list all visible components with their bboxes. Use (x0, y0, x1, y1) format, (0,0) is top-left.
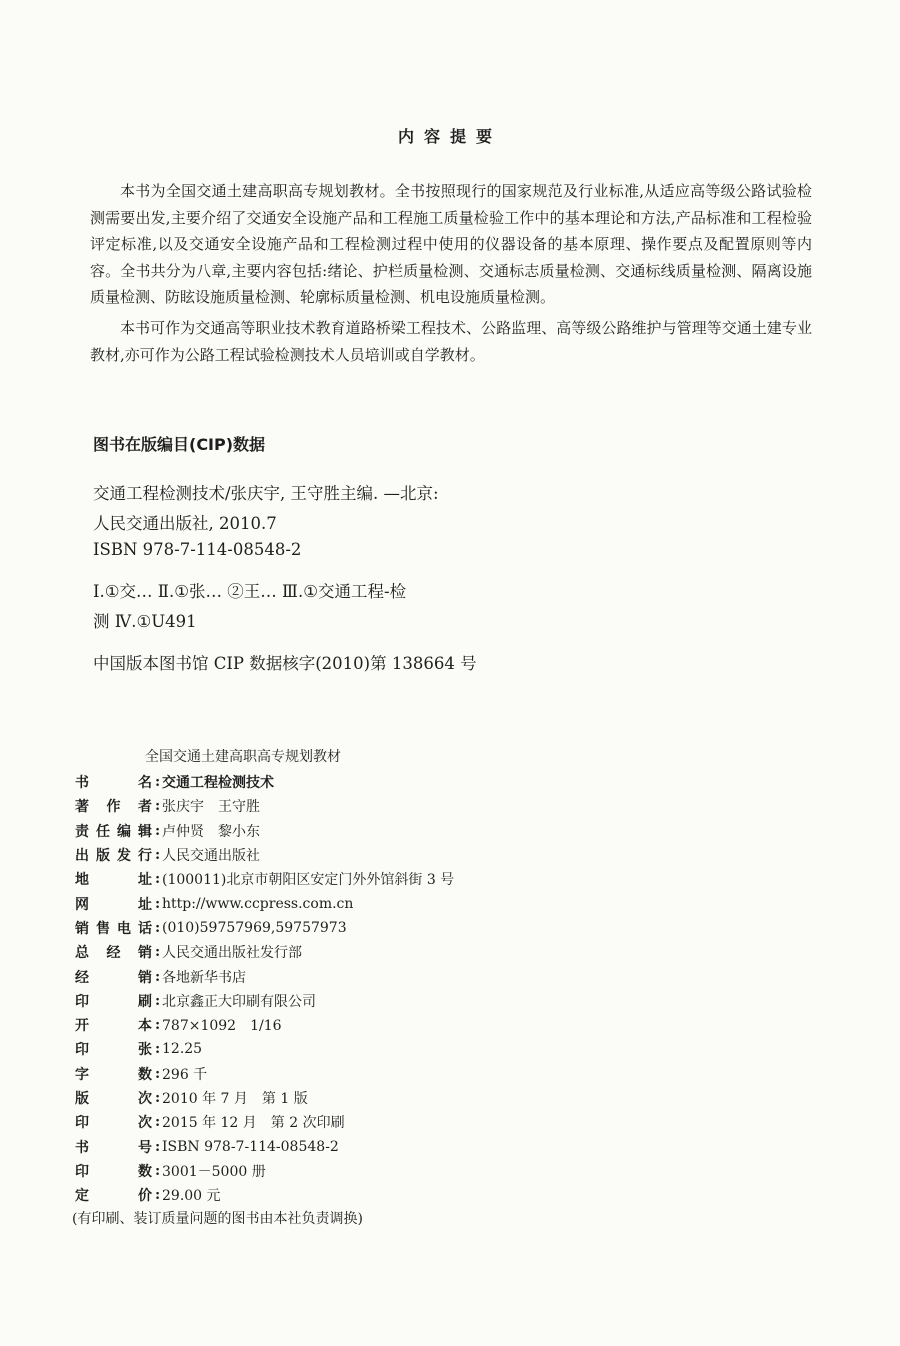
colophon-value: (010)59757969,59757973 (162, 919, 347, 936)
colophon-row (75, 1013, 454, 1037)
colophon-label: 出版发行 (75, 848, 152, 865)
colophon-value: ISBN 978-7-114-08548-2 (162, 1138, 339, 1155)
colophon-row (75, 794, 454, 818)
colophon-value: 卢仲贤 黎小东 (162, 823, 260, 840)
colon: : (155, 798, 161, 815)
colophon-value: 张庆宇 王守胜 (162, 799, 260, 816)
colophon-row (75, 770, 454, 794)
colon: : (155, 1090, 161, 1106)
colophon-label: 印次 (75, 1115, 152, 1132)
colophon-label: 书号 (75, 1139, 152, 1156)
colophon-value: 人民交通出版社 (162, 848, 260, 865)
colophon-label: 版次 (75, 1091, 152, 1107)
colophon-label: 印刷 (75, 993, 152, 1010)
colophon-row (75, 1183, 454, 1207)
cip-line: 交通工程检测技术/张庆宇, 王守胜主编. —北京: (93, 484, 439, 503)
colophon-label: 印数 (75, 1163, 152, 1180)
colon: : (155, 919, 161, 936)
summary-paragraph: 本书可作为交通高等职业技术教育道路桥梁工程技术、公路监理、高等级公路维护与管理等交通土建专业教材,亦可作为公路工程试验检测技术人员培训或自学教材。 (90, 318, 812, 364)
colophon-value: 296 千 (162, 1066, 208, 1083)
series-name: 全国交通土建高职高专规划教材 (145, 749, 341, 765)
colon: : (155, 1041, 161, 1058)
cip-line: Ⅰ.①交… Ⅱ.①张… ②王… Ⅲ.①交通工程-检 (93, 582, 407, 601)
summary-paragraph: 本书为全国交通土建高职高专规划教材。全书按照现行的国家规范及行业标准,从适应高等级公路试验检测需要出发,主要介绍了交通安全设施产品和工程施工质量检验工作中的基本理论和方法,产品标准和工程检验评定标准,以及交通安全设施产品和工程检测过程中使用的仪器设备的基本原理、操作要点及配置原则等内容。全书共分为八章,主要内容包括:绪论、护栏质量检测、交通标志质量检测、交通标线质量检测、隔离设施质量检测、防眩设施质量检测、轮廓标质量检测、机电设施质量检测。 (90, 182, 812, 307)
colon: : (155, 1017, 161, 1034)
colophon-row (75, 1086, 454, 1110)
colophon-table (75, 770, 454, 1207)
colophon-value: http://www.ccpress.com.cn (162, 895, 354, 912)
colon: : (155, 1065, 161, 1082)
cip-heading: 图书在版编目(CIP)数据 (93, 435, 266, 454)
colophon-label: 责任编辑 (75, 823, 152, 840)
colophon-row (75, 891, 454, 915)
colophon-label: 开本 (75, 1018, 152, 1035)
colon: : (155, 1162, 161, 1179)
colophon-row (75, 964, 454, 988)
colophon-value: 交通工程检测技术 (162, 775, 274, 792)
colophon-label: 网址 (75, 896, 152, 913)
summary-title: 内容提要 (397, 127, 502, 146)
colophon-label: 销售电话 (75, 920, 152, 937)
colophon-label: 著作者 (75, 799, 152, 816)
colophon-label: 字数 (75, 1066, 152, 1083)
colophon-row (75, 1159, 454, 1183)
colophon-row (75, 1062, 454, 1086)
colophon-value: 29.00 元 (162, 1188, 221, 1205)
colophon-label: 书名 (75, 775, 152, 792)
colon: : (155, 968, 161, 985)
colophon-value: 人民交通出版社发行部 (162, 945, 302, 962)
colophon-value: 2010 年 7 月 第 1 版 (162, 1091, 308, 1107)
colon: : (155, 774, 161, 791)
colon: : (155, 992, 161, 1009)
colophon-row (75, 1134, 454, 1158)
colophon-row (75, 916, 454, 940)
colophon-row (75, 940, 454, 964)
colon: : (155, 944, 161, 961)
colon: : (155, 895, 161, 912)
colophon-value: 北京鑫正大印刷有限公司 (162, 993, 316, 1010)
cip-line: 人民交通出版社, 2010.7 (93, 514, 277, 533)
colon: : (155, 1187, 161, 1204)
colon: : (155, 822, 161, 839)
colophon-value: 3001－5000 册 (162, 1163, 266, 1180)
colophon-row (75, 867, 454, 891)
colophon-row (75, 843, 454, 867)
quality-notice: (有印刷、装订质量问题的图书由本社负责调换) (72, 1211, 363, 1227)
colon: : (155, 847, 161, 864)
colon: : (155, 1138, 161, 1155)
colon: : (155, 1114, 161, 1131)
colophon-value: (100011)北京市朝阳区安定门外外馆斜街 3 号 (162, 872, 455, 889)
colophon-row (75, 819, 454, 843)
colon: : (155, 871, 161, 888)
colophon-value: 2015 年 12 月 第 2 次印刷 (162, 1115, 345, 1132)
colophon-label: 总经销 (75, 945, 152, 962)
cip-line: 中国版本图书馆 CIP 数据核字(2010)第 138664 号 (93, 654, 477, 673)
colophon-label: 经销 (75, 969, 152, 986)
colophon-label: 印张 (75, 1042, 152, 1059)
summary-body (90, 178, 812, 372)
colophon-value: 787×1092 1/16 (162, 1018, 282, 1035)
colophon-value: 各地新华书店 (162, 969, 246, 986)
cip-line: ISBN 978-7-114-08548-2 (93, 540, 302, 559)
colophon-row (75, 1037, 454, 1061)
colophon-row (75, 1110, 454, 1134)
colophon-label: 地址 (75, 872, 152, 889)
colophon-value: 12.25 (162, 1041, 203, 1058)
cip-line: 测 Ⅳ.①U491 (93, 612, 197, 631)
colophon-row (75, 989, 454, 1013)
colophon-label: 定价 (75, 1188, 152, 1205)
